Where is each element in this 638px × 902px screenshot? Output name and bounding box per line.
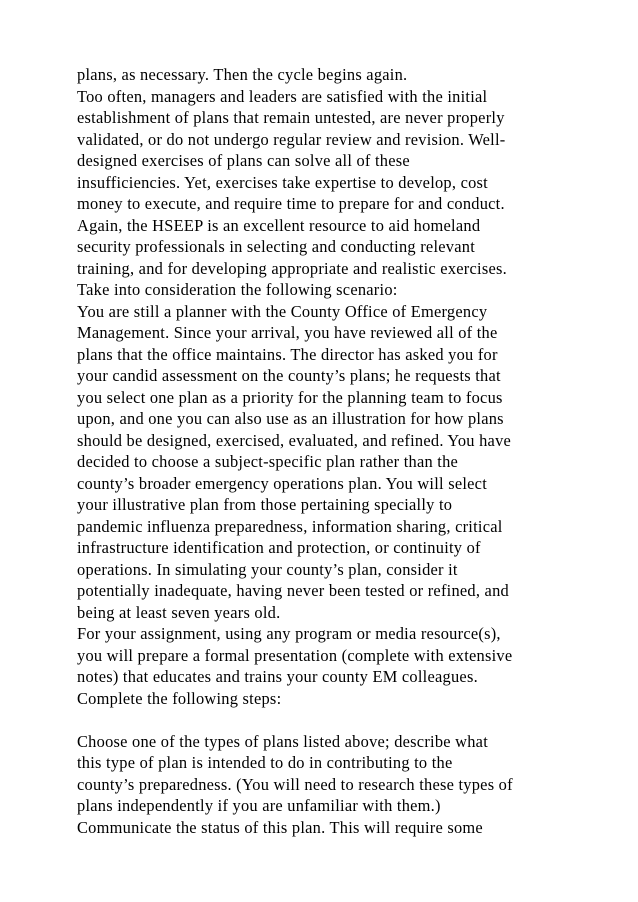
text-line: You are still a planner with the County Office of Emergency	[77, 301, 488, 321]
text-line: pandemic influenza preparedness, information sharing, critical	[77, 516, 503, 536]
text-line: Again, the HSEEP is an excellent resource to aid homeland	[77, 215, 481, 235]
text-line: insufficiencies. Yet, exercises take expertise to develop, cost	[77, 172, 488, 192]
text-line: operations. In simulating your county’s plan, consider it	[77, 559, 458, 579]
text-line: money to execute, and require time to prepare for and conduct.	[77, 194, 505, 213]
text-line: infrastructure identification and protection, or continuity of	[77, 538, 481, 557]
text-line: county’s broader emergency operations plan. You will select	[77, 473, 488, 493]
text-line: For your assignment, using any program or media resource(s),	[77, 624, 501, 643]
text-line: upon, and one you can also use as an illustration for how plans	[77, 409, 504, 428]
text-line: plans independently if you are unfamiliar with them.)	[77, 796, 441, 815]
text-line: training, and for developing appropriate and realistic exercises.	[77, 258, 507, 278]
text-line: plans that the office maintains. The director has asked you for	[77, 344, 498, 364]
text-line: this type of plan is intended to do in contributing to the	[77, 753, 453, 772]
text-line: your candid assessment on the county’s plans; he requests that	[77, 366, 501, 385]
text-line: you will prepare a formal presentation (complete with extensive	[77, 645, 513, 665]
text-line: county’s preparedness. (You will need to research these types of	[77, 774, 513, 794]
text-line: you select one plan as a priority for the planning team to focus	[77, 387, 503, 407]
text-line: Too often, managers and leaders are satisfied with the initial	[77, 86, 488, 106]
paragraph-gap	[77, 709, 577, 731]
text-line: Management. Since your arrival, you have reviewed all of the	[77, 323, 498, 342]
text-line: security professionals in selecting and conducting relevant	[77, 237, 475, 256]
body-text	[77, 64, 577, 838]
text-line: decided to choose a subject-specific plan rather than the	[77, 452, 459, 471]
text-line: notes) that educates and trains your county EM colleagues.	[77, 667, 478, 686]
text-line: Choose one of the types of plans listed above; describe what	[77, 731, 489, 751]
text-line: validated, or do not undergo regular review and revision. Well-	[77, 129, 506, 149]
text-line: Communicate the status of this plan. This will require some	[77, 817, 483, 837]
text-line: designed exercises of plans can solve all of these	[77, 151, 410, 170]
text-line: should be designed, exercised, evaluated, and refined. You have	[77, 430, 512, 450]
text-line: Complete the following steps:	[77, 688, 282, 708]
text-line: being at least seven years old.	[77, 602, 281, 622]
text-line: plans, as necessary. Then the cycle begins again.	[77, 65, 408, 84]
text-line: potentially inadequate, having never been tested or refined, and	[77, 581, 509, 600]
text-line: your illustrative plan from those pertaining specially to	[77, 495, 453, 514]
text-line: establishment of plans that remain untested, are never properly	[77, 108, 505, 127]
text-line: Take into consideration the following scenario:	[77, 280, 398, 299]
